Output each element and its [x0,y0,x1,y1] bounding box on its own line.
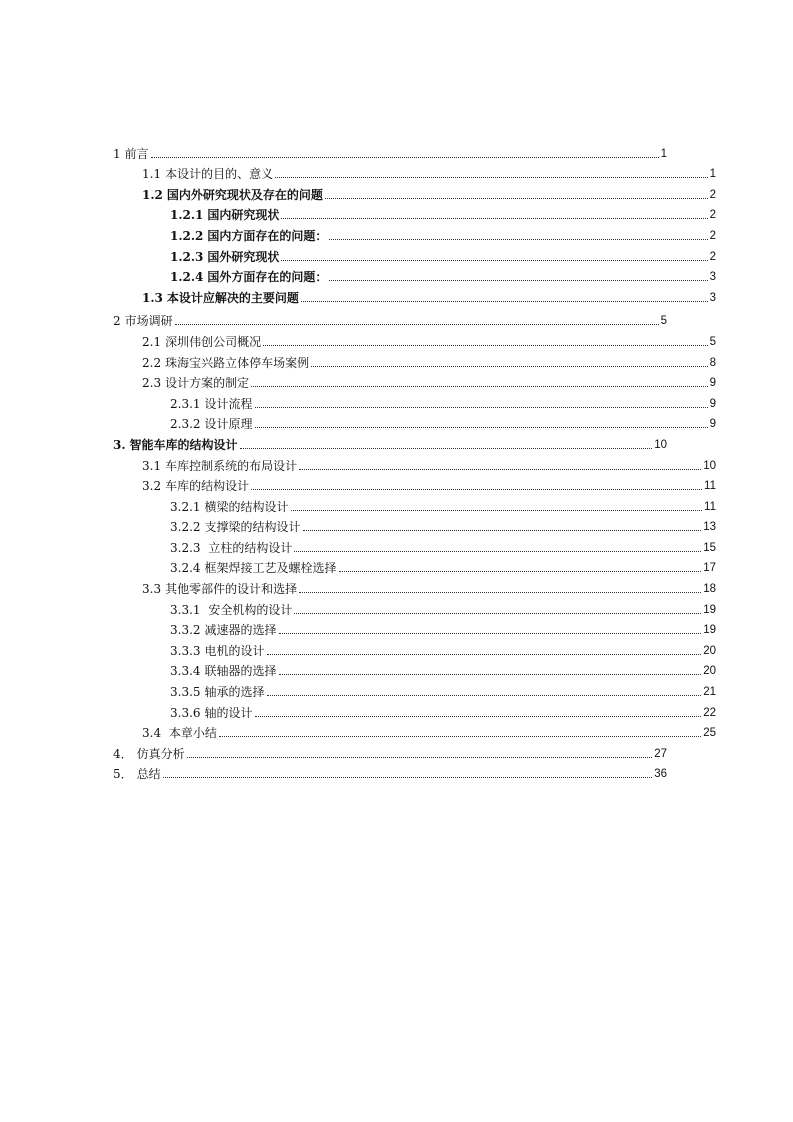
toc-entry-text: 市场调研 [124,314,173,329]
toc-entry-title [170,417,253,431]
toc-entry-page-number: 11 [704,480,716,493]
dot-leader [299,592,701,593]
toc-entry-number: 3.2 [142,479,162,494]
toc-entry-number: 3.3.4 [170,664,201,679]
dot-leader [301,301,708,302]
toc-entry[interactable] [0,331,716,352]
toc-entry[interactable] [0,723,716,744]
toc-entry-text: 轴的设计 [204,705,253,720]
toc-entry-number: 1.2 [142,187,163,202]
toc-entry[interactable] [0,434,667,455]
dot-leader [279,633,702,634]
toc-entry[interactable] [0,246,716,267]
dot-leader [294,551,701,552]
toc-entry[interactable] [0,496,716,517]
toc-entry-title [170,520,301,534]
toc-entry[interactable] [0,681,716,702]
toc-entry-title [142,356,309,370]
toc-entry-number: 4． [113,746,133,761]
toc-entry-title [170,706,253,720]
toc-entry-title [170,623,277,637]
toc-entry-number: 3.3.5 [170,685,201,700]
toc-entry[interactable] [0,225,716,246]
dot-leader [329,239,707,240]
toc-entry-text: 设计方案的制定 [165,376,250,391]
toc-entry[interactable] [0,620,716,641]
toc-entry-text: 减速器的选择 [204,623,277,638]
toc-entry-number: 3.3 [142,582,162,597]
toc-entry[interactable] [0,476,716,497]
toc-entry-page-number: 13 [703,521,716,534]
toc-entry-text: 总结 [136,767,161,782]
toc-entry[interactable] [0,373,716,394]
toc-entry-page-number: 1 [660,147,667,160]
toc-entry-title [170,208,279,222]
toc-entry-number: 3.3.1 [170,602,201,617]
dot-leader [275,177,707,178]
toc-entry-title [170,229,327,243]
toc-entry-text: 联轴器的选择 [204,664,277,679]
toc-entry-number: 2.3 [142,376,162,391]
toc-entry-page-number: 20 [703,644,716,657]
toc-entry-page-number: 21 [703,686,716,699]
toc-entry-number: 3.3.2 [170,623,201,638]
dot-leader [219,736,701,737]
toc-entry[interactable] [0,184,716,205]
toc-entry-text: 珠海宝兴路立体停车场案例 [165,355,310,370]
dot-leader [255,427,708,428]
toc-entry-title [170,500,289,514]
toc-entry-text: 国外方面存在的问题： [207,270,328,285]
toc-entry[interactable] [0,287,716,308]
toc-entry[interactable] [0,393,716,414]
toc-entry-title [142,376,249,390]
toc-entry[interactable] [0,143,667,164]
toc-entry-title [170,250,279,264]
toc-entry-title [142,459,297,473]
toc-entry-number: 1.3 [142,290,163,305]
toc-entry-text: 前言 [124,146,149,161]
toc-entry-page-number: 5 [709,335,716,348]
toc-entry-page-number: 11 [704,500,716,513]
toc-entry-number: 5． [113,767,133,782]
toc-entry-title [113,314,173,328]
toc-entry-page-number: 5 [660,315,667,328]
toc-entry-text: 车库的结构设计 [165,479,250,494]
toc-entry[interactable] [0,164,716,185]
toc-entry-page-number: 3 [709,291,716,304]
dot-leader [251,489,702,490]
toc-entry[interactable] [0,661,716,682]
toc-entry-title [170,541,292,555]
toc-entry-title [113,147,149,161]
toc-entry-text: 轴承的选择 [204,685,265,700]
toc-entry-number: 3.1 [142,458,162,473]
dot-leader [255,716,702,717]
toc-entry-title [170,603,292,617]
toc-entry[interactable] [0,702,716,723]
toc-entry-page-number: 2 [709,229,716,242]
toc-entry-number: 3.2.4 [170,561,201,576]
toc-entry[interactable] [0,599,716,620]
toc-entry[interactable] [0,414,716,435]
dot-leader [279,674,702,675]
toc-entry-number: 3.4 [142,726,162,741]
toc-entry-number: 3.3.6 [170,705,201,720]
toc-entry-number: 2.1 [142,334,162,349]
toc-entry[interactable] [0,764,667,785]
toc-entry-page-number: 22 [703,706,716,719]
dot-leader [187,757,653,758]
toc-entry-title [170,644,265,658]
toc-entry-text: 支撑梁的结构设计 [204,520,301,535]
toc-entry-number: 3.2.3 [170,540,201,555]
toc-entry-title [142,479,249,493]
toc-entry-number: 1.1 [142,167,162,182]
toc-entry-text: 设计原理 [204,417,253,432]
dot-leader [263,345,707,346]
toc-entry-title [170,270,327,284]
toc-entry-number: 2.3.1 [170,396,201,411]
dot-leader [339,571,702,572]
toc-entry-number: 1 [113,146,121,161]
toc-entry-page-number: 3 [709,271,716,284]
toc-entry-text: 安全机构的设计 [204,602,293,617]
toc-entry[interactable] [0,640,716,661]
toc-entry-page-number: 19 [703,603,716,616]
toc-entry-title [170,397,253,411]
toc-entry-page-number: 15 [703,541,716,554]
toc-entry-page-number: 10 [703,459,716,472]
dot-leader [163,777,653,778]
toc-entry-page-number: 8 [709,356,716,369]
toc-entry-number: 1.2.3 [170,249,204,264]
toc-entry-page-number: 2 [709,188,716,201]
toc-entry-number: 1.2.4 [170,270,204,285]
toc-entry-text: 本章小结 [165,726,217,741]
toc-entry-title [142,726,217,740]
toc-entry-title [142,188,323,202]
toc-entry-number: 2.2 [142,355,162,370]
dot-leader [291,510,702,511]
toc-entry[interactable] [0,578,716,599]
toc-entry-title [170,685,265,699]
toc-entry-number: 1.2.2 [170,228,204,243]
dot-leader [251,386,707,387]
toc-entry-text: 设计流程 [204,396,253,411]
table-of-contents [0,143,793,784]
toc-entry-page-number: 36 [654,768,667,781]
toc-entry-page-number: 27 [654,747,667,760]
toc-entry-page-number: 2 [709,250,716,263]
toc-entry[interactable] [0,455,716,476]
dot-leader [299,469,701,470]
toc-entry-page-number: 9 [709,418,716,431]
toc-entry-page-number: 1 [709,168,716,181]
toc-entry-title [142,582,297,596]
dot-leader [267,654,702,655]
toc-entry-text: 智能车库的结构设计 [129,437,238,452]
toc-entry-text: 国内外研究现状及存在的问题 [166,187,323,202]
dot-leader [255,407,708,408]
toc-entry-page-number: 19 [703,624,716,637]
toc-entry-text: 本设计应解决的主要问题 [166,290,299,305]
toc-entry[interactable] [0,558,716,579]
toc-entry-page-number: 2 [709,209,716,222]
toc-entry-text: 横梁的结构设计 [204,499,289,514]
toc-entry-number: 3.2.2 [170,520,201,535]
toc-entry-text: 电机的设计 [204,643,265,658]
toc-entry-text: 其他零部件的设计和选择 [165,582,298,597]
dot-leader [267,695,702,696]
toc-entry-page-number: 20 [703,665,716,678]
toc-entry-text: 本设计的目的、意义 [165,167,274,182]
dot-leader [329,280,707,281]
dot-leader [175,324,659,325]
dot-leader [311,366,707,367]
toc-entry-page-number: 17 [703,562,716,575]
toc-entry-text: 国内方面存在的问题： [207,228,328,243]
toc-entry-title [142,291,299,305]
toc-entry-page-number: 9 [709,377,716,390]
dot-leader [281,218,707,219]
toc-entry-title [142,167,273,181]
toc-entry-number: 3.2.1 [170,499,201,514]
toc-entry-text: 国内研究现状 [207,208,280,223]
toc-entry-text: 框架焊接工艺及螺栓选择 [204,561,337,576]
dot-leader [281,260,707,261]
toc-entry-title [170,561,337,575]
toc-entry-number: 2.3.2 [170,417,201,432]
toc-entry[interactable] [0,743,667,764]
dot-leader [325,198,708,199]
toc-entry-text: 国外研究现状 [207,249,280,264]
toc-entry[interactable] [0,537,716,558]
toc-entry-number: 1.2.1 [170,208,204,223]
dot-leader [303,530,702,531]
dot-leader [151,157,659,158]
toc-entry[interactable] [0,311,667,332]
toc-entry[interactable] [0,352,716,373]
toc-entry-page-number: 9 [709,397,716,410]
toc-entry-title [170,664,277,678]
toc-entry-number: 3.3.3 [170,643,201,658]
toc-entry-text: 深圳伟创公司概况 [165,334,262,349]
toc-entry-number: 3. [113,437,126,452]
dot-leader [240,448,653,449]
toc-entry-page-number: 10 [654,438,667,451]
toc-entry-title [142,335,261,349]
dot-leader [294,613,701,614]
toc-entry-text: 仿真分析 [136,746,185,761]
toc-entry[interactable] [0,205,716,226]
toc-entry-text: 立柱的结构设计 [204,540,293,555]
toc-entry[interactable] [0,267,716,288]
toc-entry-title [113,747,185,761]
toc-entry-title [113,438,238,452]
toc-entry-text: 车库控制系统的布局设计 [165,458,298,473]
toc-entry[interactable] [0,517,716,538]
toc-entry-page-number: 25 [703,727,716,740]
toc-entry-page-number: 18 [703,583,716,596]
toc-entry-title [113,767,161,781]
toc-entry-number: 2 [113,314,121,329]
